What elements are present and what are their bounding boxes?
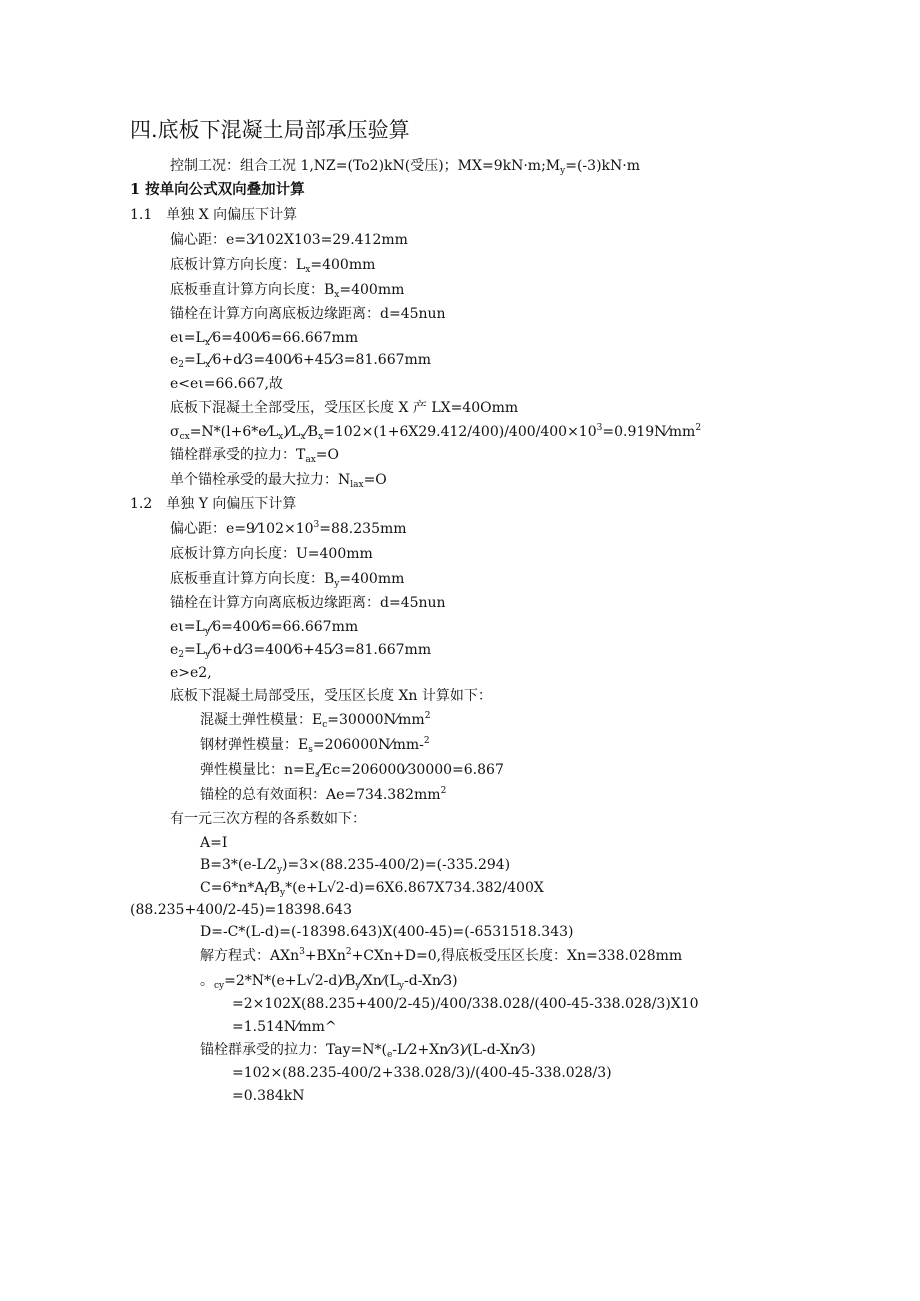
heading-method: 1 按单向公式双向叠加计算 xyxy=(130,181,305,198)
plate-width-x: 底板垂直计算方向长度：$B_x=400mm$ xyxy=(170,282,405,300)
solve-equation: 解方程式：AXn$^3$+BXn$^2$+CXn+D=0,得底板受压区长度：Xn=338.028mm xyxy=(200,947,683,964)
concrete-modulus: 混凝土弹性模量：$E_c=30000N⁄mm^2$ xyxy=(200,711,431,730)
tension-y-result: =0.384kN xyxy=(232,1088,305,1104)
heading-1-1: 1.1 单独 X 向偏压下计算 xyxy=(130,207,298,223)
partial-compression-y: 底板下混凝土局部受压，受压区长度 Xn 计算如下： xyxy=(170,688,492,704)
coef-a: A=I xyxy=(200,835,228,851)
coef-b: $B=3*(e-L⁄2_y)=3\times(88.235-400/2)=(-335.294)$ xyxy=(200,857,511,875)
anchor-max-tension-x: 单个锚栓承受的最大拉力：$N_{lax}=O$ xyxy=(170,472,387,490)
anchor-edge-distance-x: 锚栓在计算方向离底板边缘距离：d=45nun xyxy=(170,306,446,322)
stress-y-result: =1.514N⁄mm^ xyxy=(232,1019,337,1035)
anchor-edge-distance-y: 锚栓在计算方向离底板边缘距离：d=45nun xyxy=(170,595,446,611)
cubic-coefficients-intro: 有一元三次方程的各系数如下： xyxy=(170,811,366,827)
e1-y: $e\iota=L_y⁄6=400⁄6=66.667mm$ xyxy=(170,619,359,637)
control-condition: 控制工况：组合工况 1,NZ=(To2)kN(受压)；$MX=9kN\cdot m;M_y=(-3)kN\cdot m$ xyxy=(170,158,640,176)
stress-y-substitution: =2×102X(88.235+400/2-45)/400/338.028/(400-45-338.028/3)X10 xyxy=(232,996,699,1012)
anchor-group-tension-x: 锚栓群承受的拉力：$T_{ax}=O$ xyxy=(170,447,340,465)
coef-c: $C=6*n*A_l⁄B_y*(e+L√2-d)=6X6.867X734.382/400X$ xyxy=(200,880,544,898)
compare-x: e<eι=66.667,故 xyxy=(170,376,283,392)
coef-c-continued: (88.235+400/2-45)=18398.643 xyxy=(130,902,352,918)
tension-y-substitution: =102×(88.235-400/2+338.028/3)/(400-45-338.028/3) xyxy=(232,1065,612,1081)
plate-length-x: 底板计算方向长度：$L_x=400mm$ xyxy=(170,257,376,275)
compare-y: e>e2, xyxy=(170,665,212,681)
steel-modulus: 钢材弹性模量：$E_s=206000N⁄mm-^2$ xyxy=(200,736,430,755)
plate-length-y: 底板计算方向长度：U=400mm xyxy=(170,546,373,562)
plate-width-y: 底板垂直计算方向长度：$B_y=400mm$ xyxy=(170,571,405,589)
eccentricity-x: 偏心距：e=3⁄102X103=29.412mm xyxy=(170,232,408,248)
full-compression-x: 底板下混凝土全部受压，受压区长度 X 产 LX=40Omm xyxy=(170,400,519,416)
anchor-effective-area: 锚栓的总有效面积：$Ae=734.382mm^2$ xyxy=(200,786,447,803)
eccentricity-y: 偏心距：$e=9⁄102\times 10^3=88.235mm$ xyxy=(170,520,407,537)
e2-y: $e_2=L_y⁄6+d⁄3=400⁄6+45⁄3=81.667mm$ xyxy=(170,642,432,660)
stress-x: $\sigma_{cx}=N*(l+6*e⁄L_x)⁄L_x⁄B_x=102\times(1+6X29.412/400)/400/400\times 10^3=0.919N⁄mm^2$ xyxy=(170,423,702,442)
anchor-group-tension-y: 锚栓群承受的拉力：$Tay=N*(_e-L⁄2+Xn⁄3)⁄(L-d-Xn⁄3)$ xyxy=(200,1042,536,1060)
e2-x: $e_2=L_x⁄6+d⁄3=400⁄6+45⁄3=81.667mm$ xyxy=(170,352,432,370)
stress-y-formula: 。$_{cy}=2*N*(e+L√2-d)⁄B_y⁄Xn⁄(L_y-d-Xn⁄3)$ xyxy=(200,973,458,991)
heading-1-2: 1.2 单独 Y 向偏压下计算 xyxy=(130,496,297,512)
modulus-ratio: 弹性模量比：$n=E_s⁄Ec=206000⁄30000=6.867$ xyxy=(200,762,504,780)
section-title: 四.底板下混凝土局部承压验算 xyxy=(130,118,410,142)
coef-d: D=-C*(L-d)=(-18398.643)X(400-45)=(-6531518.343) xyxy=(200,924,574,940)
e1-x: $e\iota=L_x⁄6=400⁄6=66.667mm$ xyxy=(170,330,359,348)
